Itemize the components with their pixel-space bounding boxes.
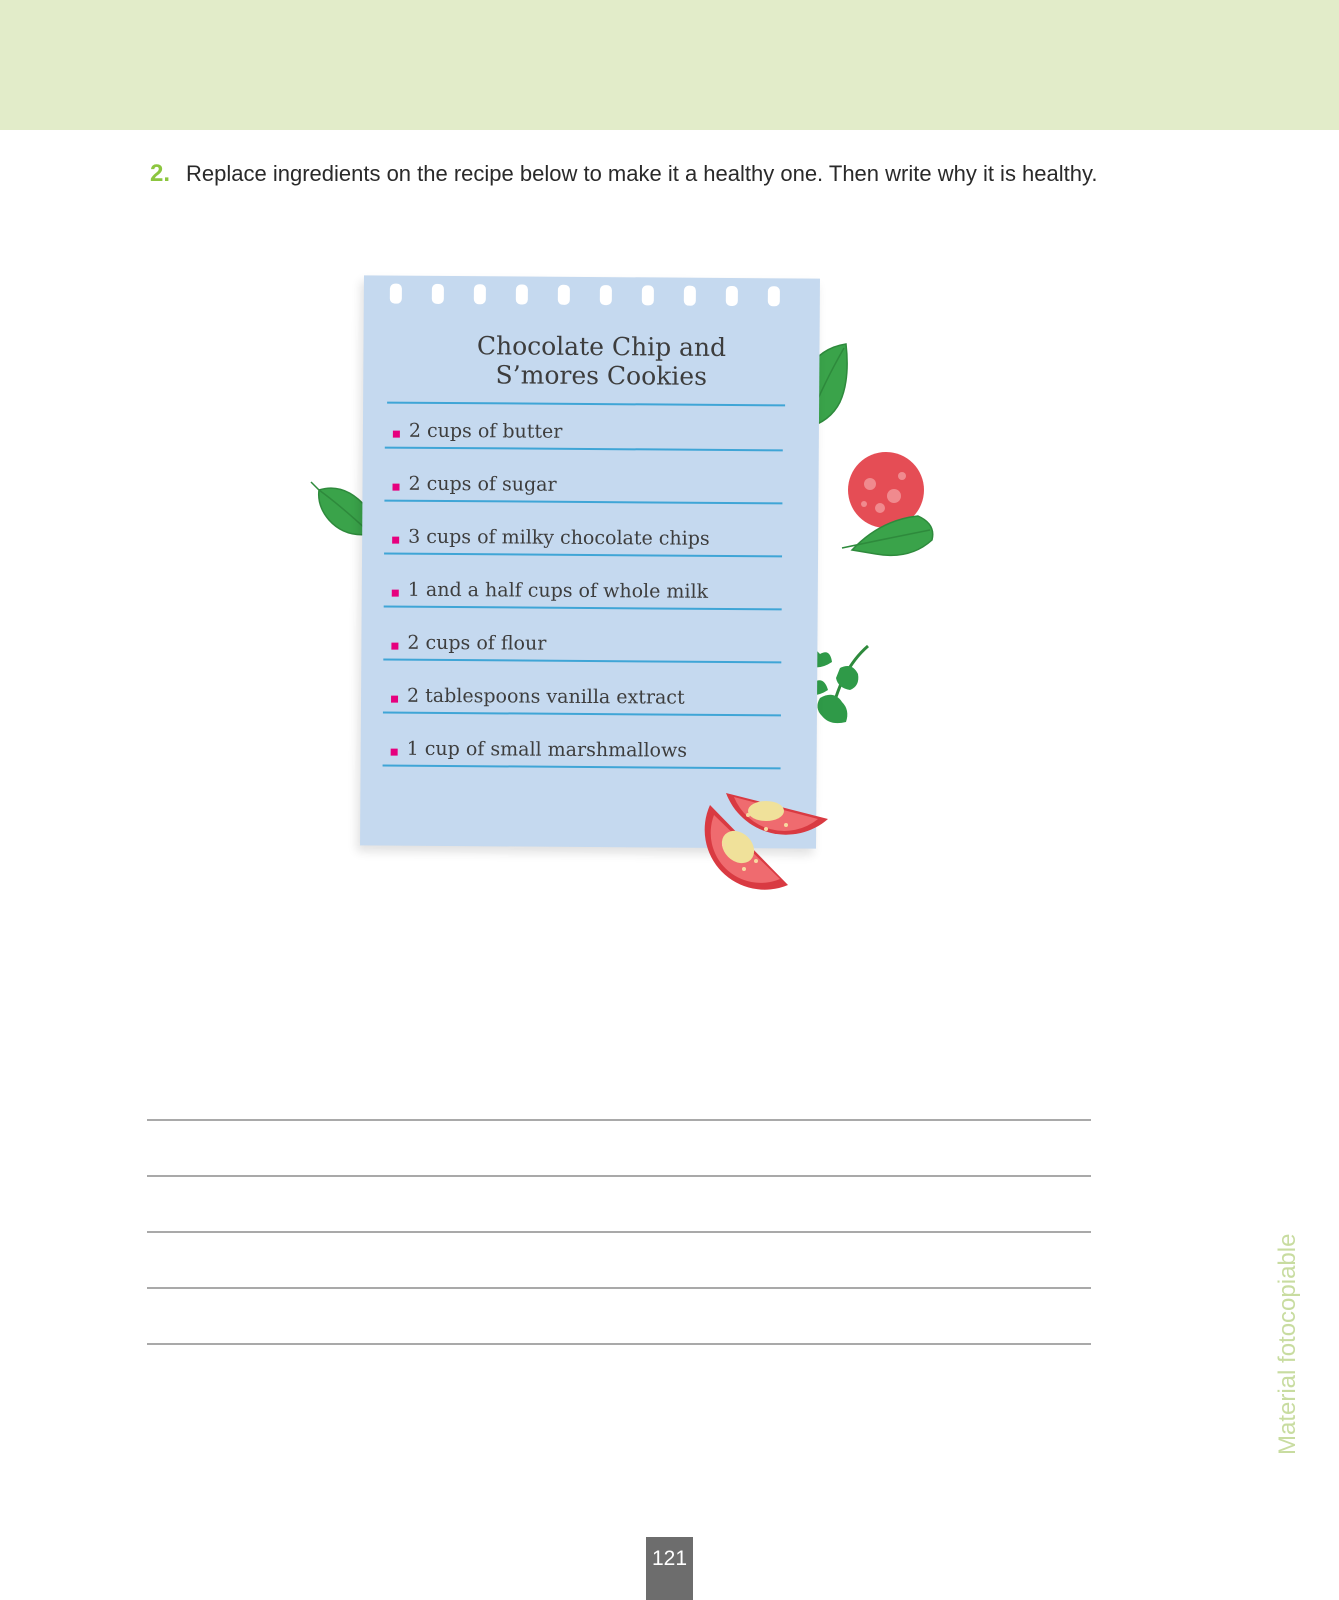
recipe-title-line1: Chocolate Chip and <box>476 331 727 362</box>
bullet-marker <box>393 431 400 438</box>
answer-line[interactable] <box>147 1177 1091 1233</box>
bullet-marker <box>391 749 398 756</box>
ingredient-label: 1 and a half cups of whole milk <box>407 578 709 603</box>
ingredient-rule <box>383 659 781 664</box>
ingredient-rule <box>384 606 782 611</box>
bullet-marker <box>391 643 398 650</box>
title-underline <box>387 402 785 407</box>
ingredient-rule <box>384 553 782 558</box>
ingredient-rule <box>383 712 781 717</box>
bullet-marker <box>392 537 399 544</box>
ingredient-label: 2 tablespoons vanilla extract <box>406 684 685 709</box>
recipe-title <box>423 331 779 391</box>
recipe-title-line2: S’mores Cookies <box>495 360 708 391</box>
ingredient-list <box>382 419 785 800</box>
recipe-card <box>360 275 820 848</box>
header-band <box>0 0 1339 130</box>
exercise-number: 2. <box>150 160 171 187</box>
answer-line[interactable] <box>147 1233 1091 1289</box>
answer-lines <box>147 1065 1091 1345</box>
exercise-text: Replace ingredients on the recipe below to make it a healthy one. Then write why it is healthy. <box>186 161 1098 186</box>
ingredient-label: 3 cups of milky chocolate chips <box>408 525 710 550</box>
ingredient-rule <box>384 500 782 505</box>
page-number: 121 <box>646 1537 693 1600</box>
ingredient-rule <box>385 447 783 452</box>
answer-line[interactable] <box>147 1065 1091 1121</box>
ingredient-label: 1 cup of small marshmallows <box>406 737 688 762</box>
bullet-marker <box>391 696 398 703</box>
tomato-slices-icon <box>690 785 850 905</box>
answer-line[interactable] <box>147 1289 1091 1345</box>
ingredient-rule <box>383 765 781 770</box>
salami-slice-icon <box>840 450 950 570</box>
torn-edge <box>372 281 812 310</box>
ingredient-label: 2 cups of butter <box>408 419 563 443</box>
ingredient-label: 2 cups of flour <box>407 631 547 655</box>
answer-line[interactable] <box>147 1121 1091 1177</box>
photocopiable-note: Material fotocopiable <box>1274 1233 1301 1455</box>
ingredient-label: 2 cups of sugar <box>408 472 557 496</box>
bullet-marker <box>392 484 399 491</box>
exercise-instruction <box>150 158 1110 189</box>
bullet-marker <box>392 590 399 597</box>
